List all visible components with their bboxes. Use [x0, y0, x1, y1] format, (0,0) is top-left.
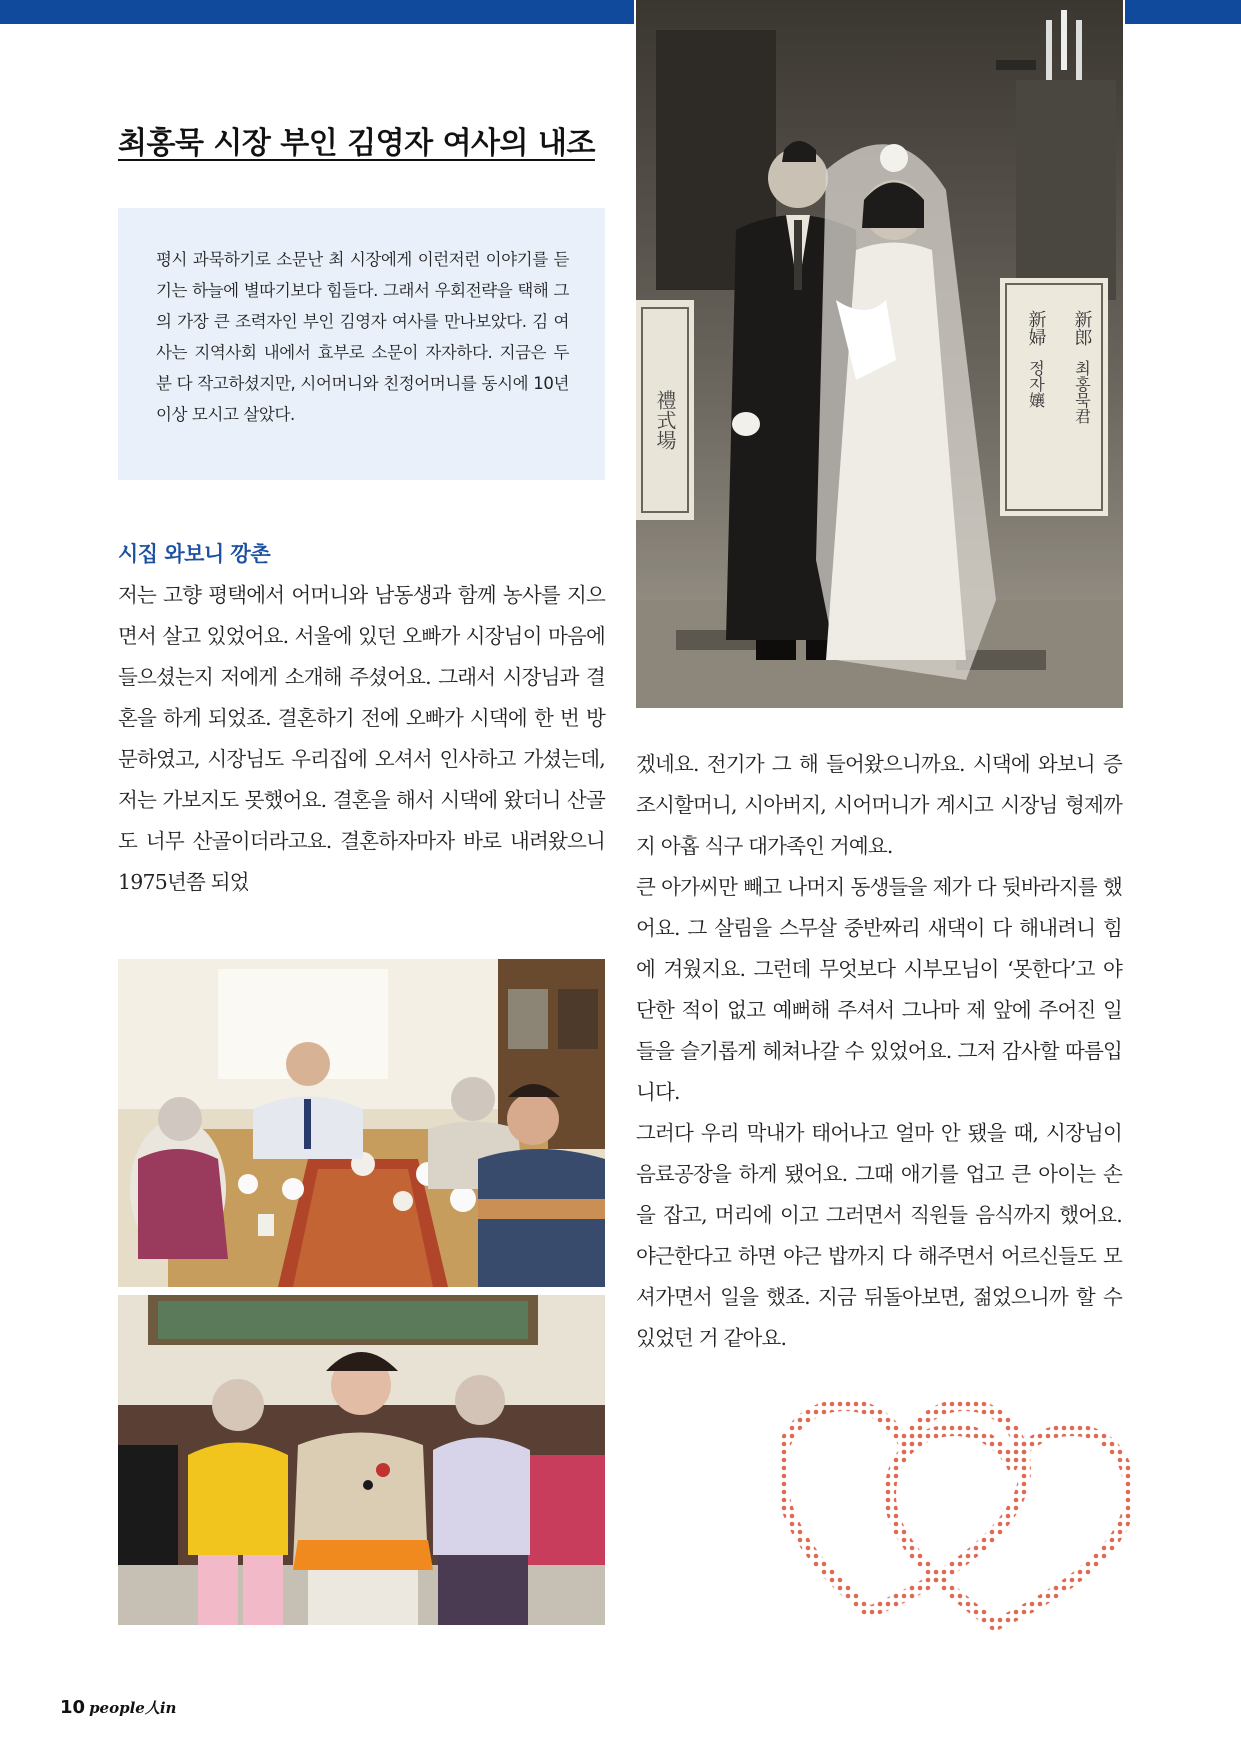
- sign-bride-name: 정자孃: [1026, 360, 1046, 408]
- body-column-2-paragraph-2: 큰 아가씨만 빼고 나머지 동생들을 제가 다 뒷바라지를 했어요. 그 살림을 스무살 중반짜리 새댁이 다 해내려니 힘에 겨웠지요. 그런데 무엇보다 시부모님이 ‘못한다’고 야단한 적이 없고 예뻐해 주셔서 그나마 제 앞에 주어진 일들을 슬기롭게 헤쳐나갈 수 있었어요. 그저 감사할 따름입니다.: [636, 875, 1122, 1104]
- page-number: 10: [60, 1697, 86, 1718]
- sign-groom-name: 최홍묵君: [1072, 360, 1092, 424]
- top-accent-bar-right: [1125, 0, 1241, 24]
- body-column-2-paragraph-3: 그러다 우리 막내가 태어나고 얼마 안 됐을 때, 시장님이 음료공장을 하게 됐어요. 그때 애기를 업고 큰 아이는 손을 잡고, 머리에 이고 그러면서 직원들 음식까지 했어요. 야근한다고 하면 야근 밥까지 다 해주면서 어르신들도 모셔가면서 일을 했죠. 지금 뒤돌아보면, 젊었으니까 할 수 있었던 거 같아요.: [636, 1121, 1122, 1350]
- sofa-photo: [118, 1295, 605, 1625]
- magazine-logo: people人in: [89, 1699, 177, 1717]
- sign-bride-label: 新婦: [1025, 310, 1047, 346]
- dining-photo: [118, 959, 605, 1287]
- body-column-1: 저는 고향 평택에서 어머니와 남동생과 함께 농사를 지으면서 살고 있었어요. 서울에 있던 오빠가 시장님이 마음에 들으셨는지 저에게 소개해 주셨어요. 그래서 시장님과 결혼을 하게 되었죠. 결혼하기 전에 오빠가 시댁에 한 번 방문하였고, 시장님도 우리집에 오셔서 인사하고 가셨는데, 저는 가보지도 못했어요. 결혼을 해서 시댁에 왔더니 산골도 너무 산골이더라고요. 결혼하자마자 바로 내려왔으니 1975년쯤 되었: [118, 583, 605, 894]
- sign-groom-label: 新郎: [1071, 310, 1093, 346]
- article-title: 최홍묵 시장 부인 김영자 여사의 내조: [118, 126, 595, 161]
- wedding-photo: [636, 0, 1123, 708]
- intro-text: 평시 과묵하기로 소문난 최 시장에게 이런저런 이야기를 듣기는 하늘에 별따기보다 힘들다. 그래서 우회전략을 택해 그의 가장 큰 조력자인 부인 김영자 여사를 만나보았다. 김 여사는 지역사회 내에서 효부로 소문이 자자하다. 지금은 두 분 다 작고하셨지만, 시어머니와 친정어머니를 동시에 10년 이상 모시고 살았다.: [156, 250, 569, 424]
- body-column-2-paragraph-1: 겠네요. 전기가 그 해 들어왔으니까요. 시댁에 와보니 증조시할머니, 시아버지, 시어머니가 계시고 시장님 형제까지 아홉 식구 대가족인 거예요.: [636, 752, 1122, 858]
- left-sign-text: 禮式場: [653, 390, 677, 450]
- hearts-decoration: [780, 1400, 1132, 1632]
- body-column-2: [636, 744, 1122, 1359]
- intro-box: [118, 208, 605, 480]
- section-heading: 시집 와보니 깡촌: [118, 542, 271, 566]
- page-footer: [60, 1697, 176, 1723]
- right-heart-icon: [890, 1430, 1130, 1625]
- top-accent-bar-left: [0, 0, 634, 24]
